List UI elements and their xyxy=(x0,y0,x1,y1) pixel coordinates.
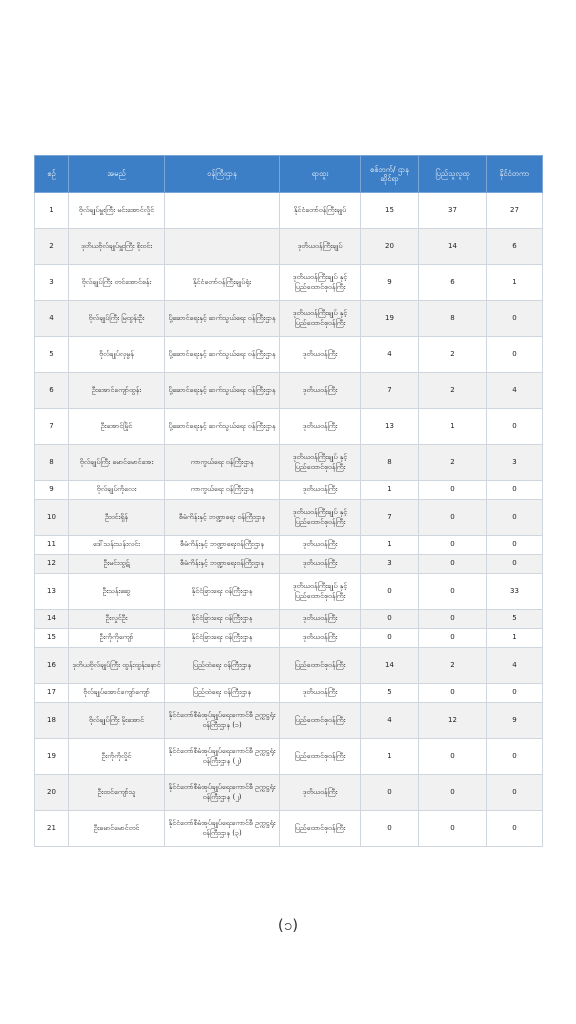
cell-position: ပြည်ထောင်စုဝန်ကြီး xyxy=(280,811,361,847)
table-row xyxy=(35,265,543,301)
cell-name: ဗိုလ်ချုပ်အောင်ကျော်ကျော် xyxy=(69,684,165,703)
cell-military: 5 xyxy=(361,684,419,703)
cell-public: 12 xyxy=(419,703,487,739)
cell-no: 14 xyxy=(35,610,69,629)
cell-name: ဦးထင်ကျော်သူ xyxy=(69,775,165,811)
cell-name: ဗိုလ်ချုပ်ကြီး မြထွန်းဦး xyxy=(69,301,165,337)
cell-ministry xyxy=(165,193,280,229)
cell-name: ဗိုလ်ချုပ်လှမွန် xyxy=(69,337,165,373)
cell-military: 4 xyxy=(361,703,419,739)
cell-ministry: နိုင်ငံခြားရေး ဝန်ကြီးဌာန xyxy=(165,629,280,648)
cell-international: 4 xyxy=(487,648,543,684)
cell-position: ဒုတိယဝန်ကြီး xyxy=(280,555,361,574)
cell-name: ဗိုလ်ချုပ်ကြီး မိုးအောင် xyxy=(69,703,165,739)
cell-position: ဒုတိယဝန်ကြီးချုပ် နှင့် ပြည်ထောင်စုဝန်ကြီး xyxy=(280,500,361,536)
cell-name: ဗိုလ်ချုပ်ကြီး မောင်မောင်အေး xyxy=(69,445,165,481)
ministers-table xyxy=(34,155,543,847)
cell-ministry: နိုင်ငံတော်စီမံအုပ်ချုပ်ရေးကောင်စီ ဥက္ကဋ္ဌရုံး ဝန်ကြီးဌာန (၂) xyxy=(165,739,280,775)
cell-military: 0 xyxy=(361,775,419,811)
cell-ministry: နိုင်ငံတော်ဝန်ကြီးချုပ်ရုံး xyxy=(165,265,280,301)
cell-international: 9 xyxy=(487,703,543,739)
cell-no: 11 xyxy=(35,536,69,555)
cell-position: ဒုတိယဝန်ကြီး xyxy=(280,481,361,500)
cell-military: 20 xyxy=(361,229,419,265)
cell-public: 0 xyxy=(419,574,487,610)
cell-no: 3 xyxy=(35,265,69,301)
cell-ministry: နိုင်ငံတော်စီမံအုပ်ချုပ်ရေးကောင်စီ ဥက္ကဋ္ဌရုံး ဝန်ကြီးဌာန (၂) xyxy=(165,775,280,811)
cell-international: 6 xyxy=(487,229,543,265)
page-number: (၁) xyxy=(277,916,299,934)
cell-ministry: ပို့ဆောင်ရေးနှင့် ဆက်သွယ်ရေး ဝန်ကြီးဌာန xyxy=(165,337,280,373)
cell-military: 0 xyxy=(361,574,419,610)
header-position: ရာထူး xyxy=(280,156,361,193)
cell-ministry: စီမံကိန်းနှင့် ဘဏ္ဍာရေးဝန်ကြီးဌာန xyxy=(165,536,280,555)
cell-name: ဦးလှုင်ဦး xyxy=(69,610,165,629)
table-row xyxy=(35,445,543,481)
cell-name: ဦးဝင်းရှိန် xyxy=(69,500,165,536)
table-row xyxy=(35,684,543,703)
cell-name: ဗိုလ်ချုပ်ကိုလေး xyxy=(69,481,165,500)
cell-international: 27 xyxy=(487,193,543,229)
cell-no: 20 xyxy=(35,775,69,811)
header-public: ပြည်သူလူထု xyxy=(419,156,487,193)
cell-international: 0 xyxy=(487,775,543,811)
cell-name: ဒုတိယဗိုလ်ချုပ်ကြီး ထွန်းထွန်းနောင် xyxy=(69,648,165,684)
header-no: စဉ် xyxy=(35,156,69,193)
cell-international: 33 xyxy=(487,574,543,610)
cell-name: ဒေါ်သန်းသန်းလင်း xyxy=(69,536,165,555)
cell-military: 7 xyxy=(361,500,419,536)
cell-public: 0 xyxy=(419,739,487,775)
cell-ministry: နိုင်ငံခြားရေး ဝန်ကြီးဌာန xyxy=(165,610,280,629)
cell-name: ဦးအောင်ကျော်ထွန်း xyxy=(69,373,165,409)
table-row xyxy=(35,775,543,811)
cell-ministry: နိုင်ငံခြားရေး ဝန်ကြီးဌာန xyxy=(165,574,280,610)
cell-no: 6 xyxy=(35,373,69,409)
cell-military: 15 xyxy=(361,193,419,229)
cell-military: 19 xyxy=(361,301,419,337)
cell-military: 3 xyxy=(361,555,419,574)
cell-ministry: ကာကွယ်ရေး ဝန်ကြီးဌာန xyxy=(165,481,280,500)
table-row xyxy=(35,610,543,629)
cell-ministry: ပို့ဆောင်ရေးနှင့် ဆက်သွယ်ရေး ဝန်ကြီးဌာန xyxy=(165,373,280,409)
cell-no: 18 xyxy=(35,703,69,739)
cell-military: 0 xyxy=(361,610,419,629)
cell-public: 14 xyxy=(419,229,487,265)
cell-position: ဒုတိယဝန်ကြီး xyxy=(280,373,361,409)
cell-no: 5 xyxy=(35,337,69,373)
cell-international: 5 xyxy=(487,610,543,629)
cell-no: 12 xyxy=(35,555,69,574)
cell-military: 1 xyxy=(361,536,419,555)
cell-position: ဒုတိယဝန်ကြီး xyxy=(280,337,361,373)
header-military: စစ်ဘက်/ ဌာနဆိုင်ရာ xyxy=(361,156,419,193)
cell-position: ဒုတိယဝန်ကြီး xyxy=(280,610,361,629)
cell-military: 0 xyxy=(361,629,419,648)
table-header-row xyxy=(35,156,543,193)
cell-no: 2 xyxy=(35,229,69,265)
cell-military: 1 xyxy=(361,739,419,775)
cell-position: ဒုတိယဝန်ကြီးချုပ် နှင့် ပြည်ထောင်စုဝန်ကြီး xyxy=(280,301,361,337)
ministers-table-container xyxy=(34,155,542,847)
table-row xyxy=(35,301,543,337)
cell-international: 0 xyxy=(487,337,543,373)
cell-position: ဒုတိယဝန်ကြီးချုပ် xyxy=(280,229,361,265)
table-row xyxy=(35,409,543,445)
table-row xyxy=(35,481,543,500)
cell-position: ဒုတိယဝန်ကြီးချုပ် နှင့် ပြည်ထောင်စုဝန်ကြီး xyxy=(280,265,361,301)
table-row xyxy=(35,648,543,684)
cell-name: ဦးအောင်မြိုင် xyxy=(69,409,165,445)
cell-position: ဒုတိယဝန်ကြီး xyxy=(280,409,361,445)
cell-name: ဦးကိုကိုလှိုင် xyxy=(69,739,165,775)
cell-public: 0 xyxy=(419,610,487,629)
table-row xyxy=(35,629,543,648)
cell-international: 0 xyxy=(487,500,543,536)
cell-no: 1 xyxy=(35,193,69,229)
cell-name: ဗိုလ်ချုပ်မှူးကြီး မင်းအောင်လှိုင် xyxy=(69,193,165,229)
header-ministry: ဝန်ကြီးဌာန xyxy=(165,156,280,193)
cell-military: 1 xyxy=(361,481,419,500)
table-row xyxy=(35,536,543,555)
cell-public: 2 xyxy=(419,337,487,373)
table-row xyxy=(35,739,543,775)
cell-public: 8 xyxy=(419,301,487,337)
cell-military: 8 xyxy=(361,445,419,481)
cell-name: ဗိုလ်ချုပ်ကြီး တင်အောင်စန်း xyxy=(69,265,165,301)
cell-international: 0 xyxy=(487,301,543,337)
cell-position: ပြည်ထောင်စုဝန်ကြီး xyxy=(280,739,361,775)
cell-public: 1 xyxy=(419,409,487,445)
cell-public: 0 xyxy=(419,536,487,555)
table-row xyxy=(35,811,543,847)
cell-public: 0 xyxy=(419,500,487,536)
cell-no: 9 xyxy=(35,481,69,500)
cell-no: 16 xyxy=(35,648,69,684)
cell-international: 1 xyxy=(487,265,543,301)
cell-international: 0 xyxy=(487,536,543,555)
cell-no: 21 xyxy=(35,811,69,847)
table-row xyxy=(35,574,543,610)
cell-position: ဒုတိယဝန်ကြီး xyxy=(280,536,361,555)
cell-no: 19 xyxy=(35,739,69,775)
cell-military: 14 xyxy=(361,648,419,684)
cell-international: 0 xyxy=(487,481,543,500)
cell-position: ဒုတိယဝန်ကြီး xyxy=(280,684,361,703)
cell-military: 0 xyxy=(361,811,419,847)
cell-military: 7 xyxy=(361,373,419,409)
table-row xyxy=(35,193,543,229)
cell-international: 1 xyxy=(487,629,543,648)
cell-ministry: ပြည်ထဲရေး ဝန်ကြီးဌာန xyxy=(165,648,280,684)
cell-international: 0 xyxy=(487,409,543,445)
cell-position: ပြည်ထောင်စုဝန်ကြီး xyxy=(280,703,361,739)
cell-public: 2 xyxy=(419,648,487,684)
cell-no: 7 xyxy=(35,409,69,445)
cell-public: 2 xyxy=(419,445,487,481)
table-row xyxy=(35,555,543,574)
cell-international: 0 xyxy=(487,811,543,847)
table-row xyxy=(35,703,543,739)
cell-no: 4 xyxy=(35,301,69,337)
cell-public: 37 xyxy=(419,193,487,229)
cell-ministry: စီမံကိန်းနှင့် ဘဏ္ဍာရေးဝန်ကြီးဌာန xyxy=(165,555,280,574)
cell-public: 0 xyxy=(419,481,487,500)
cell-public: 2 xyxy=(419,373,487,409)
header-name: အမည် xyxy=(69,156,165,193)
cell-ministry: နိုင်ငံတော်စီမံအုပ်ချုပ်ရေးကောင်စီ ဥက္ကဋ္ဌရုံး ဝန်ကြီးဌာန (၁) xyxy=(165,703,280,739)
cell-military: 13 xyxy=(361,409,419,445)
cell-international: 0 xyxy=(487,684,543,703)
cell-ministry: ပို့ဆောင်ရေးနှင့် ဆက်သွယ်ရေး ဝန်ကြီးဌာန xyxy=(165,409,280,445)
cell-international: 3 xyxy=(487,445,543,481)
table-row xyxy=(35,373,543,409)
table-row xyxy=(35,500,543,536)
cell-public: 0 xyxy=(419,811,487,847)
cell-position: ပြည်ထောင်စုဝန်ကြီး xyxy=(280,648,361,684)
cell-public: 0 xyxy=(419,555,487,574)
cell-public: 0 xyxy=(419,684,487,703)
cell-name: ဦးမင်းထွဋ် xyxy=(69,555,165,574)
cell-ministry xyxy=(165,229,280,265)
table-row xyxy=(35,229,543,265)
cell-no: 15 xyxy=(35,629,69,648)
cell-name: ဒုတိယဗိုလ်ချုပ်မှူးကြီး စိုးဝင်း xyxy=(69,229,165,265)
cell-public: 0 xyxy=(419,775,487,811)
cell-position: ဒုတိယဝန်ကြီးချုပ် နှင့် ပြည်ထောင်စုဝန်ကြီး xyxy=(280,574,361,610)
cell-ministry: ပြည်ထဲရေး ဝန်ကြီးဌာန xyxy=(165,684,280,703)
cell-no: 13 xyxy=(35,574,69,610)
cell-no: 8 xyxy=(35,445,69,481)
cell-military: 9 xyxy=(361,265,419,301)
header-international: နိုင်ငံတကာ xyxy=(487,156,543,193)
cell-international: 0 xyxy=(487,555,543,574)
cell-ministry: နိုင်ငံတော်စီမံအုပ်ချုပ်ရေးကောင်စီ ဥက္ကဋ္ဌရုံး ဝန်ကြီးဌာန (၃) xyxy=(165,811,280,847)
cell-name: ဦးမောင်မောင်တင် xyxy=(69,811,165,847)
cell-public: 6 xyxy=(419,265,487,301)
cell-position: ဒုတိယဝန်ကြီးချုပ် နှင့် ပြည်ထောင်စုဝန်ကြီး xyxy=(280,445,361,481)
cell-position: ဒုတိယဝန်ကြီး xyxy=(280,629,361,648)
cell-ministry: စီမံကိန်းနှင့် ဘဏ္ဍာရေး ဝန်ကြီးဌာန xyxy=(165,500,280,536)
cell-international: 4 xyxy=(487,373,543,409)
cell-no: 10 xyxy=(35,500,69,536)
cell-no: 17 xyxy=(35,684,69,703)
cell-position: နိုင်ငံတော်ဝန်ကြီးချုပ် xyxy=(280,193,361,229)
cell-ministry: ကာကွယ်ရေး ဝန်ကြီးဌာန xyxy=(165,445,280,481)
cell-name: ဦးသန်းဆွေ xyxy=(69,574,165,610)
cell-position: ဒုတိယဝန်ကြီး xyxy=(280,775,361,811)
cell-name: ဦးကိုကိုကျော် xyxy=(69,629,165,648)
cell-international: 0 xyxy=(487,739,543,775)
cell-military: 4 xyxy=(361,337,419,373)
cell-public: 0 xyxy=(419,629,487,648)
cell-ministry: ပို့ဆောင်ရေးနှင့် ဆက်သွယ်ရေး ဝန်ကြီးဌာန xyxy=(165,301,280,337)
table-row xyxy=(35,337,543,373)
